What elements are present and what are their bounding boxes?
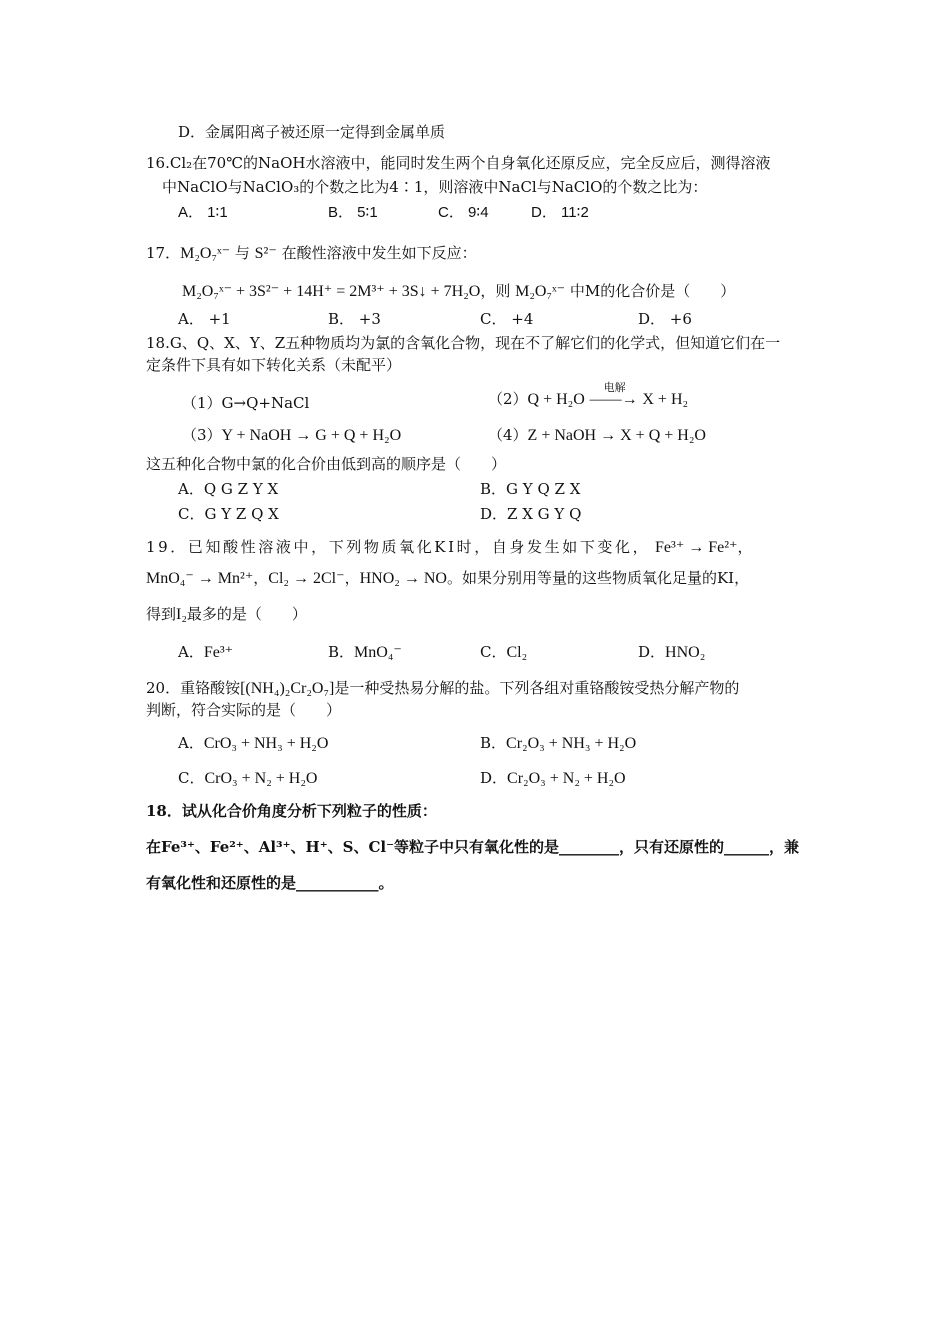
q20-b-label: B．: [480, 734, 507, 752]
q19-line2-tail: 。如果分别用等量的这些物质氧化足量的KI，: [446, 569, 750, 587]
q19-d-label: D．: [638, 643, 666, 661]
q18-r1-equation: G→Q+NaCl: [221, 394, 310, 412]
q19-c-label: C．: [480, 643, 507, 661]
q19-eq2: MnO₄⁻ → Mn²⁺: [146, 570, 254, 587]
q16-stem-line2: 中NaClO与NaClO₃的个数之比为4∶1，则溶液中NaCl与NaClO的个数之比为：: [162, 178, 708, 196]
q19-stem-line2: [146, 567, 749, 590]
q17-option-c: C． +4: [480, 310, 534, 328]
q17-intro-tail: 在酸性溶液中发生如下反应：: [276, 244, 477, 262]
q18-option-a: A．Q G Z Y X: [178, 480, 279, 498]
q19-a-value: Fe³⁺: [203, 644, 234, 661]
q19-d-value: HNO₂: [665, 644, 706, 661]
q19-option-a: [178, 641, 233, 664]
q20-d-value: Cr₂O₃ + N₂ + H₂O: [507, 770, 626, 787]
q17-option-a: A． +1: [178, 310, 231, 328]
q16-option-b: B． 5∶1: [328, 204, 378, 221]
q16-stem-line1: 16.Cl₂在70℃的NaOH水溶液中，能同时发生两个自身氧化还原反应，完全反应后，测得溶液: [146, 154, 771, 172]
q17-stem-line1: [146, 242, 477, 265]
q20-c-label: C．: [178, 769, 205, 787]
q18-r2-left: Q + H₂O: [527, 391, 585, 408]
q18-option-b: B．G Y Q Z X: [480, 480, 581, 498]
q18b-title: 18．试从化合价角度分析下列粒子的性质：: [146, 802, 437, 820]
q20-tail: 是一种受热易分解的盐。下列各组对重铬酸铵受热分解产物的: [334, 679, 740, 697]
q18-r2-right: X + H₂: [642, 391, 689, 408]
q19-option-b: [328, 641, 402, 664]
q15-option-d: D．金属阳离子被还原一定得到金属单质: [178, 123, 446, 141]
q17-stem-line2: [182, 280, 735, 303]
q18-r3-equation: Y + NaOH → G + Q + H₂O: [221, 427, 402, 444]
q17-number: 17．: [146, 244, 181, 262]
q16-option-d: D． 11∶2: [531, 204, 589, 221]
q18-r2-arrow-glyph: ——→: [589, 391, 638, 408]
q19-line3-head: 得到: [146, 605, 177, 623]
q20-option-d: [480, 767, 626, 790]
q20-head: 20．重铬酸铵: [146, 679, 241, 697]
q17-reactant1: M₂O₇ˣ⁻: [180, 245, 231, 262]
q19-intro: 19．已知酸性溶液中，下列物质氧化KI时，自身发生如下变化，: [146, 538, 651, 556]
q18-reaction-1: [182, 392, 309, 414]
q20-option-b: [480, 732, 636, 755]
q17-option-b: B． +3: [328, 310, 381, 328]
q18-question: 这五种化合物中氯的化合价由低到高的顺序是（ ）: [146, 455, 507, 473]
q18-stem-line1: 18.G、Q、X、Y、Z五种物质均为氯的含氧化合物，现在不了解它们的化学式，但知道它们在一: [146, 334, 781, 352]
q17-ion: M₂O₇ˣ⁻: [515, 283, 566, 300]
q18-r3-label: （3）: [182, 426, 222, 444]
q20-stem-line1: [146, 677, 739, 700]
q17-tail: 中M的化合价是（ ）: [565, 282, 736, 300]
q18-r2-arrow: [589, 381, 638, 411]
q18-stem-line2: 定条件下具有如下转化关系（未配平）: [146, 356, 402, 374]
q19-eq1: Fe³⁺ → Fe²⁺: [655, 539, 738, 556]
q19-eq4: HNO₂ → NO: [359, 570, 447, 587]
q19-a-label: A．: [178, 643, 204, 661]
q18-reaction-3: [182, 424, 401, 447]
q20-b-value: Cr₂O₃ + NH₃ + H₂O: [506, 735, 637, 752]
q19-comma3: ，: [344, 569, 360, 587]
q17-mid: ，则: [480, 282, 516, 300]
q19-comma2: ，: [253, 569, 269, 587]
q18-r4-equation: Z + NaOH → X + Q + H₂O: [527, 427, 706, 444]
q20-c-value: CrO₃ + N₂ + H₂O: [204, 770, 318, 787]
q18-reaction-2: [488, 381, 689, 411]
q18-reaction-4: [488, 424, 706, 447]
q19-c-value: Cl₂: [506, 644, 528, 661]
q20-a-label: A．: [178, 734, 204, 752]
q19-option-c: [480, 641, 527, 664]
q16-option-c: C． 9∶4: [438, 204, 489, 221]
q20-formula: [(NH₄)₂Cr₂O₇]: [240, 680, 335, 697]
q17-equation: M₂O₇ˣ⁻ + 3S²⁻ + 14H⁺ = 2M³⁺ + 3S↓ + 7H₂O: [182, 283, 481, 300]
q18-option-d: D．Z X G Y Q: [480, 505, 582, 523]
q18-r2-condition: 电解: [603, 381, 626, 394]
q20-d-label: D．: [480, 769, 508, 787]
q18b-line1: 在Fe³⁺、Fe²⁺、Al³⁺、H⁺、S、Cl⁻等粒子中只有氧化性的是________，只有还原性的______，兼: [146, 838, 800, 856]
q18b-line2: 有氧化性和还原性的是___________。: [146, 874, 394, 892]
q19-option-d: [638, 641, 705, 664]
q20-option-a: [178, 732, 328, 755]
q17-option-d: D． +6: [638, 310, 692, 328]
q20-stem-line2: 判断，符合实际的是（ ）: [146, 701, 342, 719]
q18-r1-label: （1）: [182, 394, 222, 412]
q18-r4-label: （4）: [488, 426, 528, 444]
q19-b-value: MnO₄⁻: [354, 644, 402, 661]
q20-option-c: [178, 767, 317, 790]
q19-line3-tail: 最多的是（ ）: [186, 605, 307, 623]
q17-reactant2: S²⁻: [254, 245, 277, 262]
q17-with: 与: [230, 244, 255, 262]
q18-option-c: C．G Y Z Q X: [178, 505, 279, 523]
q16-option-a: A． 1∶1: [178, 204, 228, 221]
q18-r2-label: （2）: [488, 390, 528, 408]
q19-stem-line1: [146, 536, 753, 559]
q19-i2: I₂: [176, 606, 187, 623]
q19-b-label: B．: [328, 643, 355, 661]
q20-a-value: CrO₃ + NH₃ + H₂O: [203, 735, 329, 752]
q19-stem-line3: [146, 603, 307, 626]
q19-comma1: ，: [737, 538, 753, 556]
q19-eq3: Cl₂ → 2Cl⁻: [268, 570, 345, 587]
